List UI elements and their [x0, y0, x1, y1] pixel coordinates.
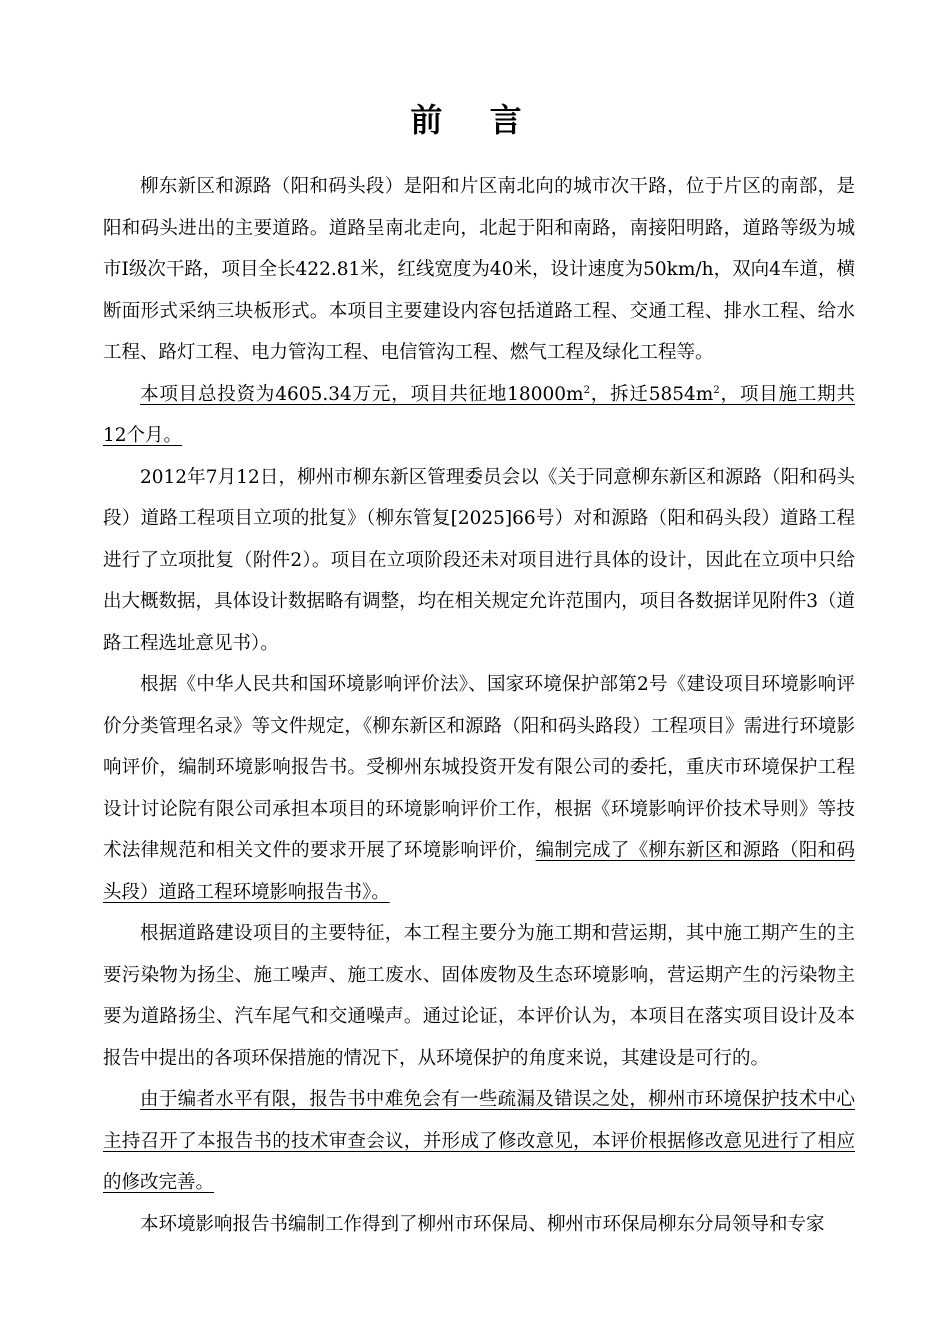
legal-basis-text: 根据《中华人民共和国环境影响评价法》、国家环境保护部第2号《建设项目环境影响评价分类管理名录》等文件规定，《柳东新区和源路（阳和码头路段）工程项目》需进行环境影响评价，编制环境影响报告书。受柳州东城投资开发有限公司的委托，重庆市环境保护工程设计讨论院有限公司承担本项目的环境影响评价工作，根据《环境影响评价技术导则》等技术法律规范和相关文件的要求开展了环境影响评价， [103, 674, 855, 861]
revision-text: 由于编者水平有限，报告书中难免会有一些疏漏及错误之处，柳州市环境保护技术中心主持召开了本报告书的技术审查会议，并形成了修改意见，本评价根据修改意见进行了相应的修改完善。 [103, 1089, 855, 1193]
page-title: 前 言 [410, 101, 540, 139]
paragraph-revision [103, 1079, 855, 1204]
paragraph-approval: 2012年7月12日，柳州市柳东新区管理委员会以《关于同意柳东新区和源路（阳和码头段）道路工程项目立项的批复》（柳东管复[2025]66号）对和源路（阳和码头段）道路工程进行了立项批复（附件2）。项目在立项阶段还未对项目进行具体的设计，因此在立项中只给出大概数据，具体设计数据略有调整，均在相关规定允许范围内，项目各数据详见附件3（道路工程选址意见书）。 [103, 466, 855, 654]
paragraph-project-overview: 柳东新区和源路（阳和码头段）是阳和片区南北向的城市次干路，位于片区的南部，是阳和码头进出的主要道路。道路呈南北走向，北起于阳和南路，南接阳明路，道路等级为城市Ⅰ级次干路，项目全长422.81米，红线宽度为40米，设计速度为50km/h，双向4车道，横断面形式采纳三块板形式。本项目主要建设内容包括道路工程、交通工程、排水工程、给水工程、路灯工程、电力管沟工程、电信管沟工程、燃气工程及绿化工程等。 [103, 176, 855, 363]
paragraph-conclusion: 根据道路建设项目的主要特征，本工程主要分为施工期和营运期，其中施工期产生的主要污染物为扬尘、施工噪声、施工废水、固体废物及生态环境影响，营运期产生的污染物主要为道路扬尘、汽车尾气和交通噪声。通过论证，本评价认为，本项目在落实项目设计及本报告中提出的各项环保措施的情况下，从环境保护的角度来说，其建设是可行的。 [103, 923, 855, 1069]
paragraph-acknowledgement: 本环境影响报告书编制工作得到了柳州市环保局、柳州市环保局柳东分局领导和专家 [140, 1213, 825, 1235]
report-completed-text: 编制完成了《柳东新区和源路（阳和码头段）道路工程环境影响报告书》。 [103, 840, 855, 903]
paragraph-investment [103, 374, 855, 457]
document-body [103, 166, 855, 1245]
paragraph-legal-basis [103, 664, 855, 913]
investment-text: 本项目总投资为4605.34万元，项目共征地$18000m^2$，拆迁$5854m^2$，项目施工期共12个月。 [103, 383, 855, 446]
